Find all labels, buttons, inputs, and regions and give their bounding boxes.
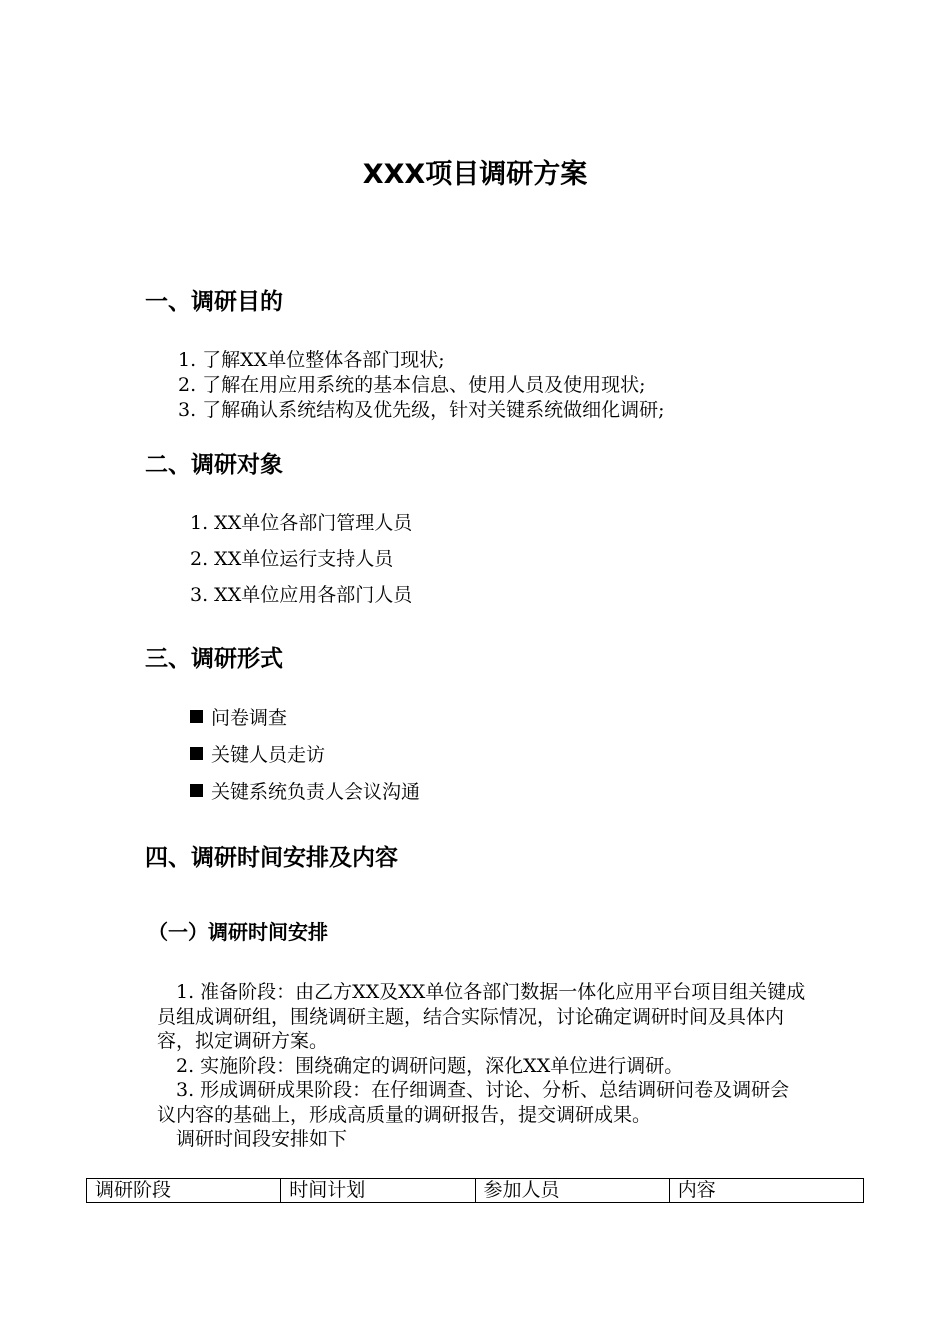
table-header-row — [87, 1179, 864, 1203]
section-heading-forms: 三、调研形式 — [145, 646, 283, 672]
list-item: 1. XX单位各部门管理人员 — [190, 512, 413, 534]
document-title: XXX项目调研方案 — [362, 159, 588, 190]
square-bullet-icon — [190, 784, 203, 797]
paragraph: 1. 准备阶段：由乙方XX及XX单位各部门数据一体化应用平台项目组关键成员组成调研组，围绕调研主题，结合实际情况，讨论确定调研时间及具体内容，拟定调研方案。 — [157, 981, 806, 1052]
bullet-item — [190, 780, 420, 804]
bullet-text: 关键人员走访 — [211, 744, 326, 766]
list-item: 2. XX单位运行支持人员 — [190, 548, 394, 570]
bullet-text: 问卷调查 — [211, 707, 288, 729]
square-bullet-icon — [190, 710, 203, 723]
bullet-text: 关键系统负责人会议沟通 — [211, 781, 421, 803]
paragraph: 2. 实施阶段：围绕确定的调研问题，深化XX单位进行调研。 — [176, 1054, 684, 1077]
table-header-cell: 内容 — [669, 1179, 863, 1203]
list-item: 3. XX单位应用各部门人员 — [190, 584, 413, 606]
square-bullet-icon — [190, 747, 203, 760]
table-caption: 调研时间段安排如下 — [176, 1128, 348, 1150]
bullet-item — [190, 706, 287, 730]
section-heading-schedule: 四、调研时间安排及内容 — [145, 845, 398, 871]
schedule-table — [86, 1178, 864, 1203]
bullet-item — [190, 743, 325, 767]
subsection-heading: （一）调研时间安排 — [148, 920, 328, 944]
paragraph: 3. 形成调研成果阶段：在仔细调查、讨论、分析、总结调研问卷及调研会议内容的基础上，形成高质量的调研报告，提交调研成果。 — [157, 1079, 790, 1126]
table-header-cell: 调研阶段 — [87, 1179, 281, 1203]
list-item: 1. 了解XX单位整体各部门现状; — [178, 349, 445, 371]
section-heading-purpose: 一、调研目的 — [145, 289, 283, 315]
schedule-paragraphs — [157, 980, 807, 1152]
list-item: 3. 了解确认系统结构及优先级，针对关键系统做细化调研; — [178, 399, 665, 421]
table-header-cell: 参加人员 — [475, 1179, 669, 1203]
list-item: 2. 了解在用应用系统的基本信息、使用人员及使用现状; — [178, 374, 646, 396]
section-heading-subjects: 二、调研对象 — [145, 452, 283, 478]
table-header-cell: 时间计划 — [281, 1179, 475, 1203]
